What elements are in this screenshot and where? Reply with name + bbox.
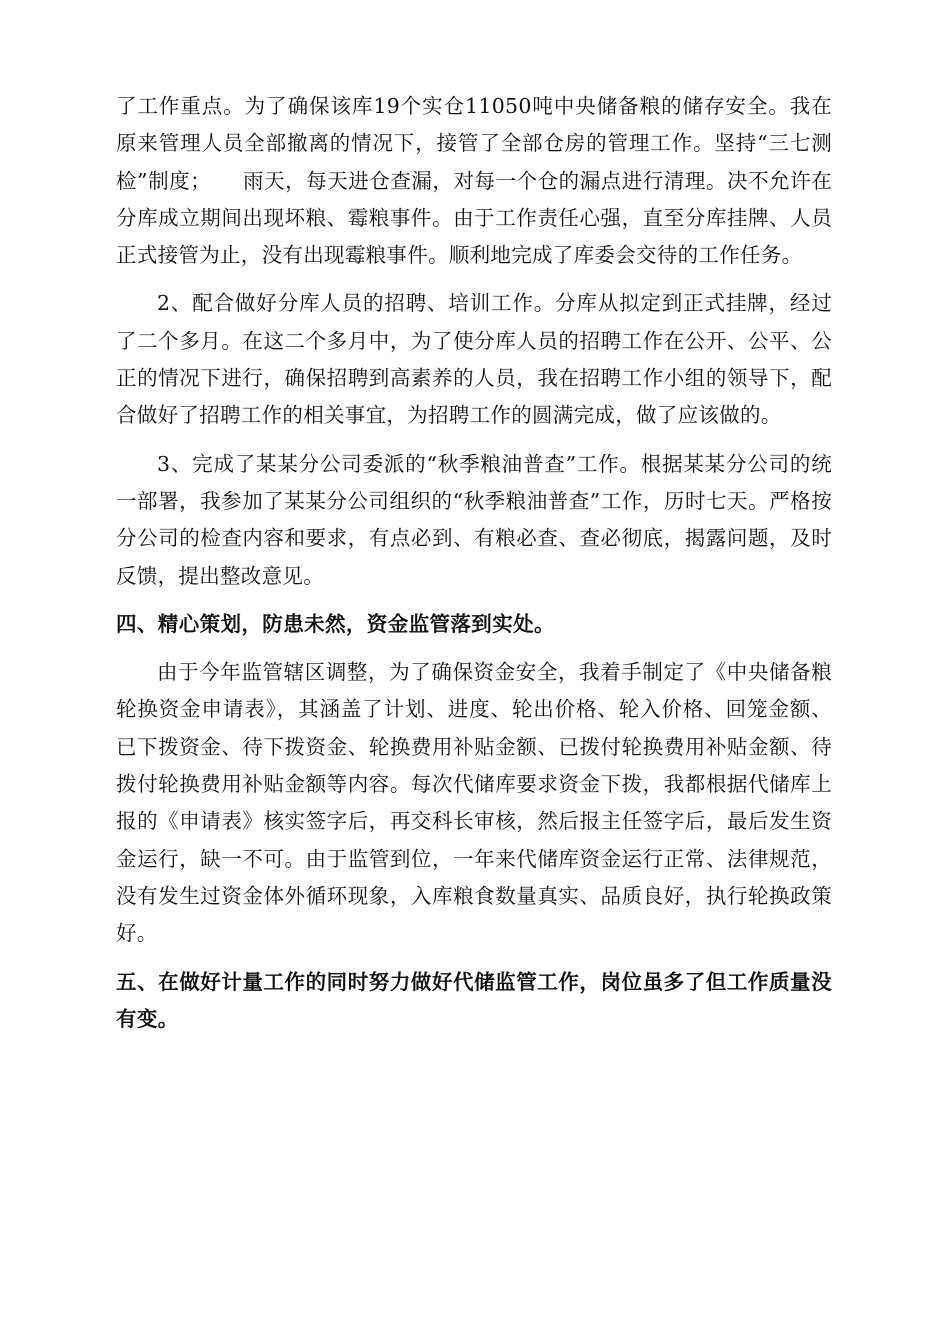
paragraph-grain-survey: 3、完成了某某分公司委派的“秋季粮油普查”工作。根据某某分公司的统一部署，我参加了某某分公司组织的“秋季粮油普查”工作，历时七天。严格按分公司的检查内容和要求，有点必到、有粮必查、查必彻底，揭露问题，及时反馈，提出整改意见。 bbox=[116, 451, 832, 588]
paragraph-storage-safety: 了工作重点。为了确保该库19个实仓11050吨中央储备粮的储存安全。我在原来管理人员全部撤离的情况下，接管了全部仓房的管理工作。坚持“三七测检”制度； 雨天，每天进仓查漏，对每一个仓的漏点进行清理。决不允许在分库成立期间出现坏粮、霉粮事件。由于工作责任心强，直至分库挂牌、人员正式接管为止，没有出现霉粮事件。顺利地完成了库委会交待的工作任务。 bbox=[116, 94, 832, 268]
heading-section-four: 四、精心策划，防患未然，资金监管落到实处。 bbox=[116, 611, 555, 636]
heading-section-five: 五、在做好计量工作的同时努力做好代储监管工作，岗位虽多了但工作质量没有变。 bbox=[116, 969, 832, 1031]
paragraph-fund-supervision: 由于今年监管辖区调整，为了确保资金安全，我着手制定了《中央储备粮轮换资金申请表》，其涵盖了计划、进度、轮出价格、轮入价格、回笼金额、已下拨资金、待下拨资金、轮换费用补贴金额、已拨付轮换费用补贴金额、待拨付轮换费用补贴金额等内容。每次代储库要求资金下拨，我都根据代储库上报的《申请表》核实签字后，再交科长审核，然后报主任签字后，最后发生资金运行，缺一不可。由于监管到位，一年来代储库资金运行正常、法律规范，没有发生过资金体外循环现象，入库粮食数量真实、品质良好，执行轮换政策好。 bbox=[116, 660, 832, 946]
document-page bbox=[116, 88, 832, 1038]
paragraph-recruitment: 2、配合做好分库人员的招聘、培训工作。分库从拟定到正式挂牌，经过了二个多月。在这二个多月中，为了使分库人员的招聘工作在公开、公平、公正的情况下进行，确保招聘到高素养的人员，我在招聘工作小组的领导下，配合做好了招聘工作的相关事宜，为招聘工作的圆满完成，做了应该做的。 bbox=[116, 291, 832, 428]
